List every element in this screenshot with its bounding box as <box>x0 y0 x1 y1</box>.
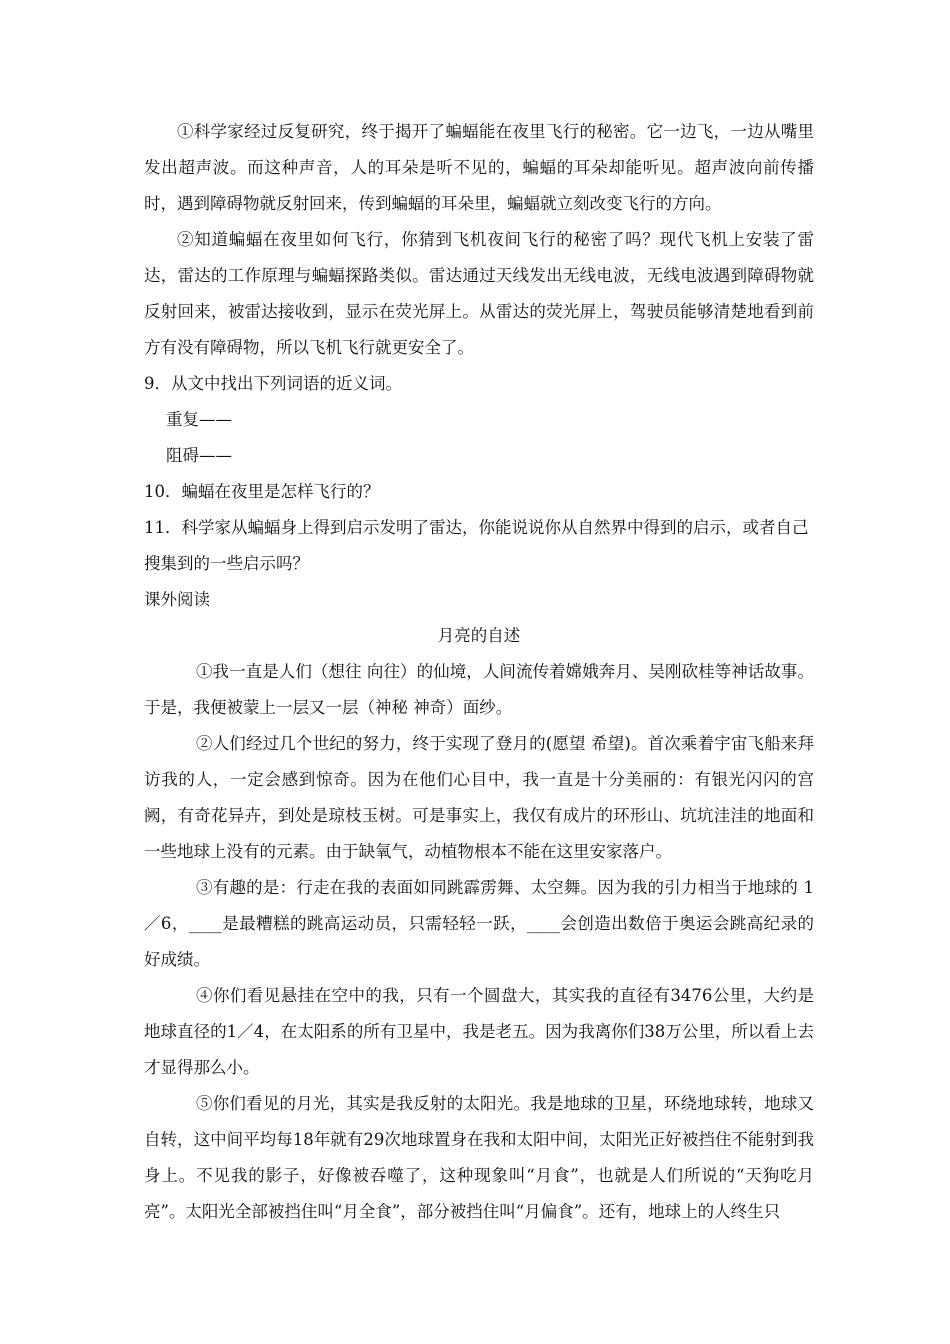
passage2-paragraph-5: ⑤你们看见的月光，其实是我反射的太阳光。我是地球的卫星，环绕地球转，地球又自转，这中间平均每18年就有29次地球置身在我和太阳中间，太阳光正好被挡住不能射到我身上。不见我的影子，好像被吞噬了，这种现象叫“月食”，也就是人们所说的“天狗吃月亮”。太阳光全部被挡住叫“月全食”，部分被挡住叫“月偏食”。还有，地球上的人终生只 <box>144 1094 814 1221</box>
passage2-paragraph-4: ④你们看见悬挂在空中的我，只有一个圆盘大，其实我的直径有3476公里，大约是地球直径的1／4，在太阳系的所有卫星中，我是老五。因为我离你们38万公里，所以看上去才显得那么小。 <box>144 986 814 1077</box>
section-label: 课外阅读 <box>144 590 210 609</box>
question-11: 11．科学家从蝙蝠身上得到启示发明了雷达，你能说说你从自然界中得到的启示，或者自己搜集到的一些启示吗？ <box>144 518 809 573</box>
question-9: 9．从文中找出下列词语的近义词。 <box>144 374 402 393</box>
passage2-paragraph-3: ③有趣的是：行走在我的表面如同跳霹雳舞、太空舞。因为我的引力相当于地球的 1／6，____是最糟糕的跳高运动员，只需轻轻一跃，____会创造出数倍于奥运会跳高纪录的好成绩。 <box>144 878 814 969</box>
question-10: 10．蝙蝠在夜里是怎样飞行的？ <box>144 482 380 501</box>
passage2-paragraph-1: ①我一直是人们（想往 向往）的仙境，人间流传着嫦娥奔月、吴刚砍桂等神话故事。于是，我便被蒙上一层又一层（神秘 神奇）面纱。 <box>144 662 814 717</box>
passage1-paragraph-1: ①科学家经过反复研究，终于揭开了蝙蝠能在夜里飞行的秘密。它一边飞，一边从嘴里发出超声波。而这种声音，人的耳朵是听不见的，蝙蝠的耳朵却能听见。超声波向前传播时，遇到障碍物就反射回来，传到蝙蝠的耳朵里，蝙蝠就立刻改变飞行的方向。 <box>144 122 814 213</box>
passage2-title: 月亮的自述 <box>437 626 521 645</box>
passage2-paragraph-2: ②人们经过几个世纪的努力，终于实现了登月的(愿望 希望)。首次乘着宇宙飞船来拜访我的人，一定会感到惊奇。因为在他们心目中，我一直是十分美丽的：有银光闪闪的宫阙，有奇花异卉，到处是琼枝玉树。可是事实上，我仅有成片的环形山、坑坑洼洼的地面和一些地球上没有的元素。由于缺氧气，动植物根本不能在这里安家落户。 <box>144 734 814 861</box>
question-9-item-a: 重复—— <box>166 410 232 429</box>
passage1-paragraph-2: ②知道蝙蝠在夜里如何飞行，你猜到飞机夜间飞行的秘密了吗？现代飞机上安装了雷达，雷达的工作原理与蝙蝠探路类似。雷达通过天线发出无线电波，无线电波遇到障碍物就反射回来，被雷达接收到，显示在荧光屏上。从雷达的荧光屏上，驾驶员能够清楚地看到前方有没有障碍物，所以飞机飞行就更安全了。 <box>144 230 814 357</box>
question-9-item-b: 阻碍—— <box>166 446 232 465</box>
